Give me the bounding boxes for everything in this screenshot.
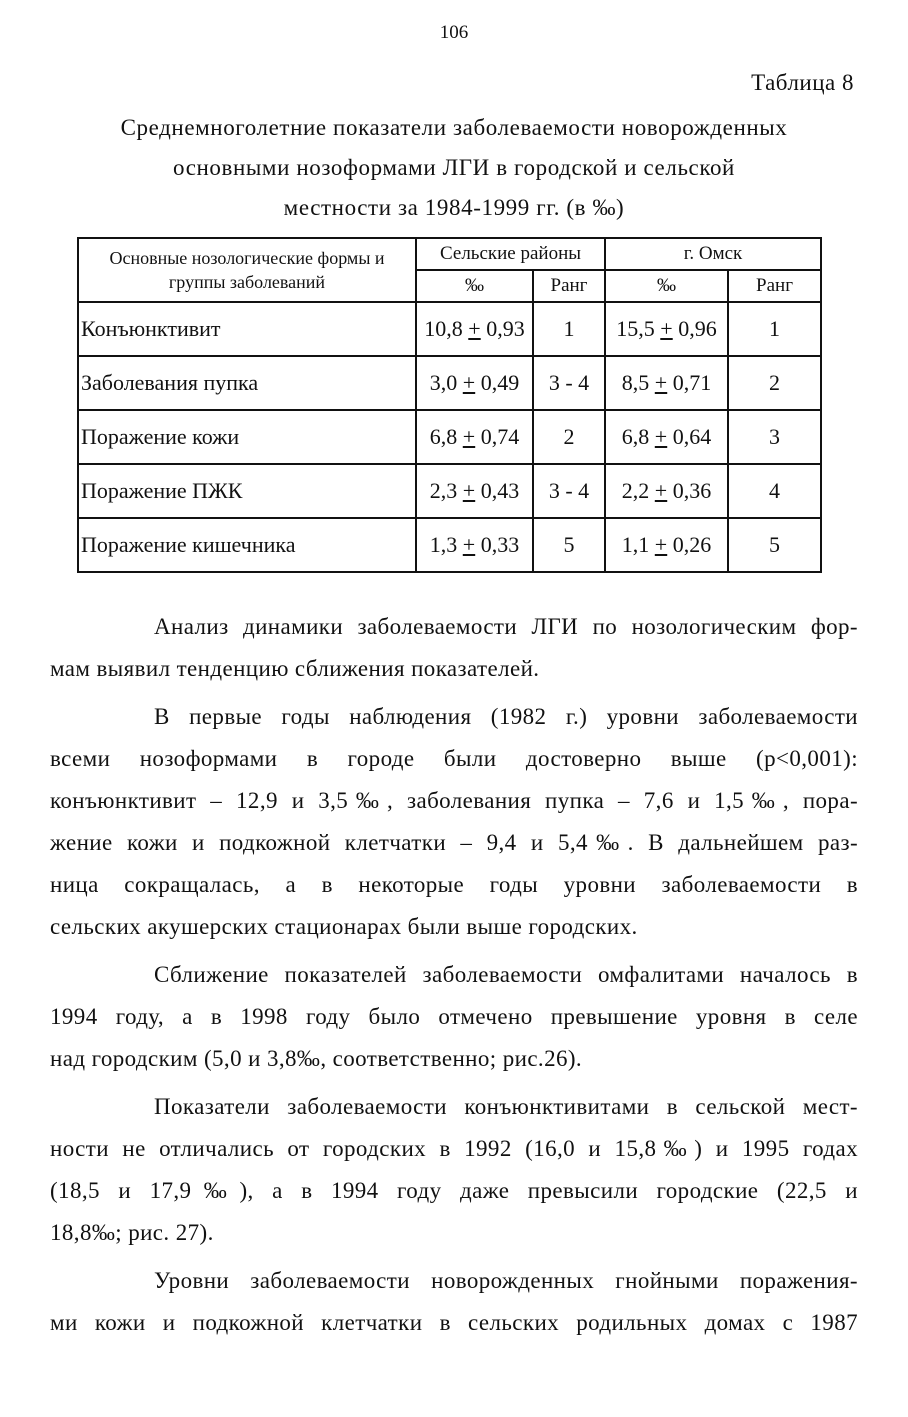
- paragraph: [50, 696, 858, 948]
- rural-value: 10,8 + 0,93: [416, 302, 533, 356]
- city-value: 15,5 + 0,96: [605, 302, 728, 356]
- text-line: 1994 году, а в 1998 году было отмечено превышение уровня в селе: [50, 1004, 858, 1029]
- text-line: 18,8‰; рис. 27).: [50, 1220, 214, 1245]
- table-row: [78, 356, 821, 410]
- text-line: Показатели заболеваемости конъюнктивитами в сельской мест-: [154, 1094, 858, 1119]
- text-line: Уровни заболеваемости новорожденных гнойными поражения-: [154, 1268, 858, 1293]
- paragraph: [50, 954, 858, 1080]
- rural-rank: 2: [533, 410, 605, 464]
- table-title: [50, 108, 858, 228]
- incidence-table: [77, 237, 822, 573]
- table-title-line: Среднемноголетние показатели заболеваемости новорожденных: [120, 115, 788, 140]
- rural-value: 6,8 + 0,74: [416, 410, 533, 464]
- rural-value: 1,3 + 0,33: [416, 518, 533, 572]
- rural-value: 3,0 + 0,49: [416, 356, 533, 410]
- rural-rank: 1: [533, 302, 605, 356]
- nosology-name: Заболевания пупка: [78, 356, 416, 410]
- text-line: конъюнктивит – 12,9 и 3,5‰, заболевания пупка – 7,6 и 1,5‰, пора-: [50, 788, 858, 813]
- header-rural-rank: Ранг: [533, 270, 605, 302]
- header-city-pct: ‰: [605, 270, 728, 302]
- text-line: над городским (5,0 и 3,8‰, соответственно; рис.26).: [50, 1046, 583, 1071]
- body-text: [50, 606, 858, 1350]
- text-line: Сближение показателей заболеваемости омфалитами началось в: [154, 962, 858, 987]
- city-value: 2,2 + 0,36: [605, 464, 728, 518]
- city-value: 1,1 + 0,26: [605, 518, 728, 572]
- header-nosology: Основные нозологические формы и группы заболеваний: [78, 238, 416, 302]
- text-line: В первые годы наблюдения (1982 г.) уровни заболеваемости: [154, 704, 858, 729]
- city-rank: 5: [728, 518, 821, 572]
- table-row: [78, 302, 821, 356]
- text-line: (18,5 и 17,9‰), а в 1994 году даже превысили городские (22,5 и: [50, 1178, 858, 1203]
- text-line: мам выявил тенденцию сближения показателей.: [50, 656, 540, 681]
- table-row: [78, 410, 821, 464]
- nosology-name: Поражение кожи: [78, 410, 416, 464]
- rural-value: 2,3 + 0,43: [416, 464, 533, 518]
- header-city-rank: Ранг: [728, 270, 821, 302]
- city-rank: 4: [728, 464, 821, 518]
- text-line: всеми нозоформами в городе были достоверно выше (р<0,001):: [50, 746, 858, 771]
- city-rank: 2: [728, 356, 821, 410]
- table-title-line: местности за 1984-1999 гг. (в ‰): [283, 195, 625, 220]
- header-city: г. Омск: [605, 238, 821, 270]
- text-line: жение кожи и подкожной клетчатки – 9,4 и 5,4‰. В дальнейшем раз-: [50, 830, 858, 855]
- text-line: сельских акушерских стационарах были выше городских.: [50, 914, 638, 939]
- city-rank: 3: [728, 410, 821, 464]
- nosology-name: Поражение кишечника: [78, 518, 416, 572]
- table-label: Таблица 8: [751, 70, 854, 95]
- header-rural: Сельские районы: [416, 238, 605, 270]
- city-rank: 1: [728, 302, 821, 356]
- text-line: Анализ динамики заболеваемости ЛГИ по нозологическим фор-: [154, 614, 858, 639]
- nosology-name: Поражение ПЖК: [78, 464, 416, 518]
- header-rural-pct: ‰: [416, 270, 533, 302]
- text-line: ница сокращалась, а в некоторые годы уровни заболеваемости в: [50, 872, 858, 897]
- rural-rank: 5: [533, 518, 605, 572]
- nosology-name: Конъюнктивит: [78, 302, 416, 356]
- table-row: [78, 464, 821, 518]
- page-number: 106: [439, 22, 469, 43]
- table-row: [78, 518, 821, 572]
- paragraph: [50, 1086, 858, 1254]
- rural-rank: 3 - 4: [533, 356, 605, 410]
- rural-rank: 3 - 4: [533, 464, 605, 518]
- table-title-line: основными нозоформами ЛГИ в городской и сельской: [173, 155, 735, 180]
- paragraph: [50, 606, 858, 690]
- paragraph: [50, 1260, 858, 1344]
- text-line: ности не отличались от городских в 1992 (16,0 и 15,8‰) и 1995 годах: [50, 1136, 858, 1161]
- city-value: 8,5 + 0,71: [605, 356, 728, 410]
- city-value: 6,8 + 0,64: [605, 410, 728, 464]
- text-line: ми кожи и подкожной клетчатки в сельских родильных домах с 1987: [50, 1310, 858, 1335]
